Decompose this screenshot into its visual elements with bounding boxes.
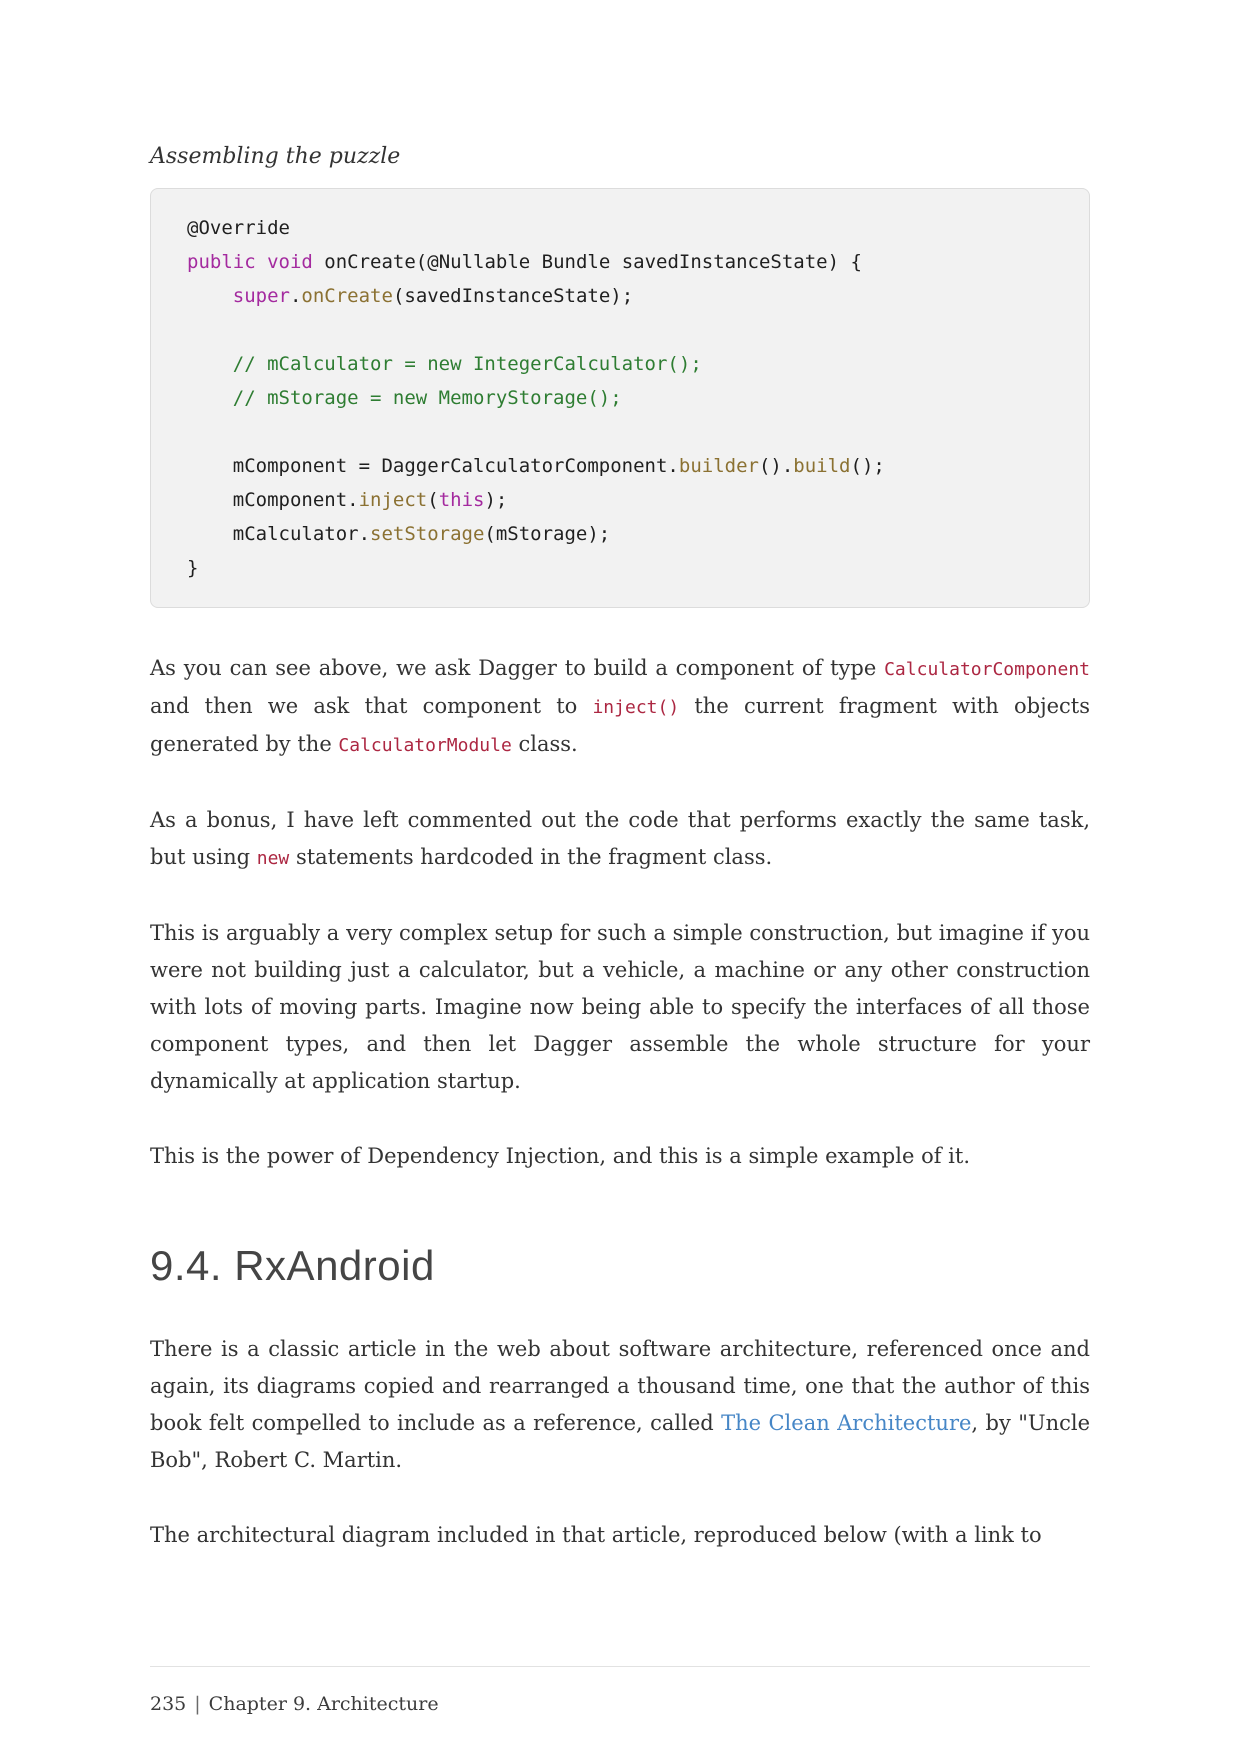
inline-code: CalculatorComponent bbox=[884, 659, 1090, 680]
paragraph: The architectural diagram included in that article, reproduced below (with a link to bbox=[150, 1523, 1042, 1547]
inline-code: inject() bbox=[592, 697, 680, 718]
code-line bbox=[187, 415, 1053, 449]
paragraph: There is a classic article in the web about software architecture, referenced once and again, its diagrams copied and rearranged a thousand time, one that the author of this book felt compelled to include as a reference, called The Clean Architecture, by "Uncle Bob", Robert C. Martin. bbox=[150, 1337, 1091, 1472]
inline-code: new bbox=[256, 848, 290, 869]
footer-separator: | bbox=[194, 1693, 201, 1715]
section-heading: Assembling the puzzle bbox=[150, 144, 401, 169]
code-line: // mStorage = new MemoryStorage(); bbox=[187, 387, 622, 409]
book-page bbox=[150, 0, 1090, 1592]
code-line: mComponent = DaggerCalculatorComponent.builder().build(); bbox=[187, 455, 885, 477]
code-line: } bbox=[187, 557, 199, 579]
paragraph: As a bonus, I have left commented out the code that performs exactly the same task, but using new statements hardcoded in the fragment class. bbox=[150, 808, 1090, 869]
paragraph: As you can see above, we ask Dagger to build a component of type CalculatorComponent and then we ask that component to inject() the current fragment with objects generated by the CalculatorModule class. bbox=[150, 656, 1090, 756]
code-line: super.onCreate(savedInstanceState); bbox=[232, 285, 634, 307]
page-footer bbox=[150, 1666, 1090, 1715]
inline-code: CalculatorModule bbox=[338, 735, 512, 756]
code-line bbox=[187, 313, 1053, 347]
code-line: // mCalculator = new IntegerCalculator(); bbox=[187, 353, 702, 375]
code-block bbox=[150, 188, 1090, 608]
code-line: mComponent.inject(this); bbox=[187, 489, 508, 511]
page-number: 235 bbox=[150, 1693, 187, 1715]
section-heading-rxandroid: 9.4. RxAndroid bbox=[150, 1242, 435, 1289]
code-line: public void onCreate(@Nullable Bundle savedInstanceState) { bbox=[187, 251, 862, 273]
code-line: @Override bbox=[187, 217, 290, 239]
paragraph: This is the power of Dependency Injection, and this is a simple example of it. bbox=[150, 1144, 970, 1168]
chapter-title: Chapter 9. Architecture bbox=[208, 1693, 439, 1715]
clean-architecture-link[interactable]: The Clean Architecture bbox=[721, 1411, 972, 1435]
paragraph: This is arguably a very complex setup for such a simple construction, but imagine if you were not building just a calculator, but a vehicle, a machine or any other construction with lots of moving parts. Imagine now being able to specify the interfaces of all those component types, and then let Dagger assemble the whole structure for your dynamically at application startup. bbox=[150, 921, 1090, 1093]
code-line: mCalculator.setStorage(mStorage); bbox=[187, 523, 611, 545]
